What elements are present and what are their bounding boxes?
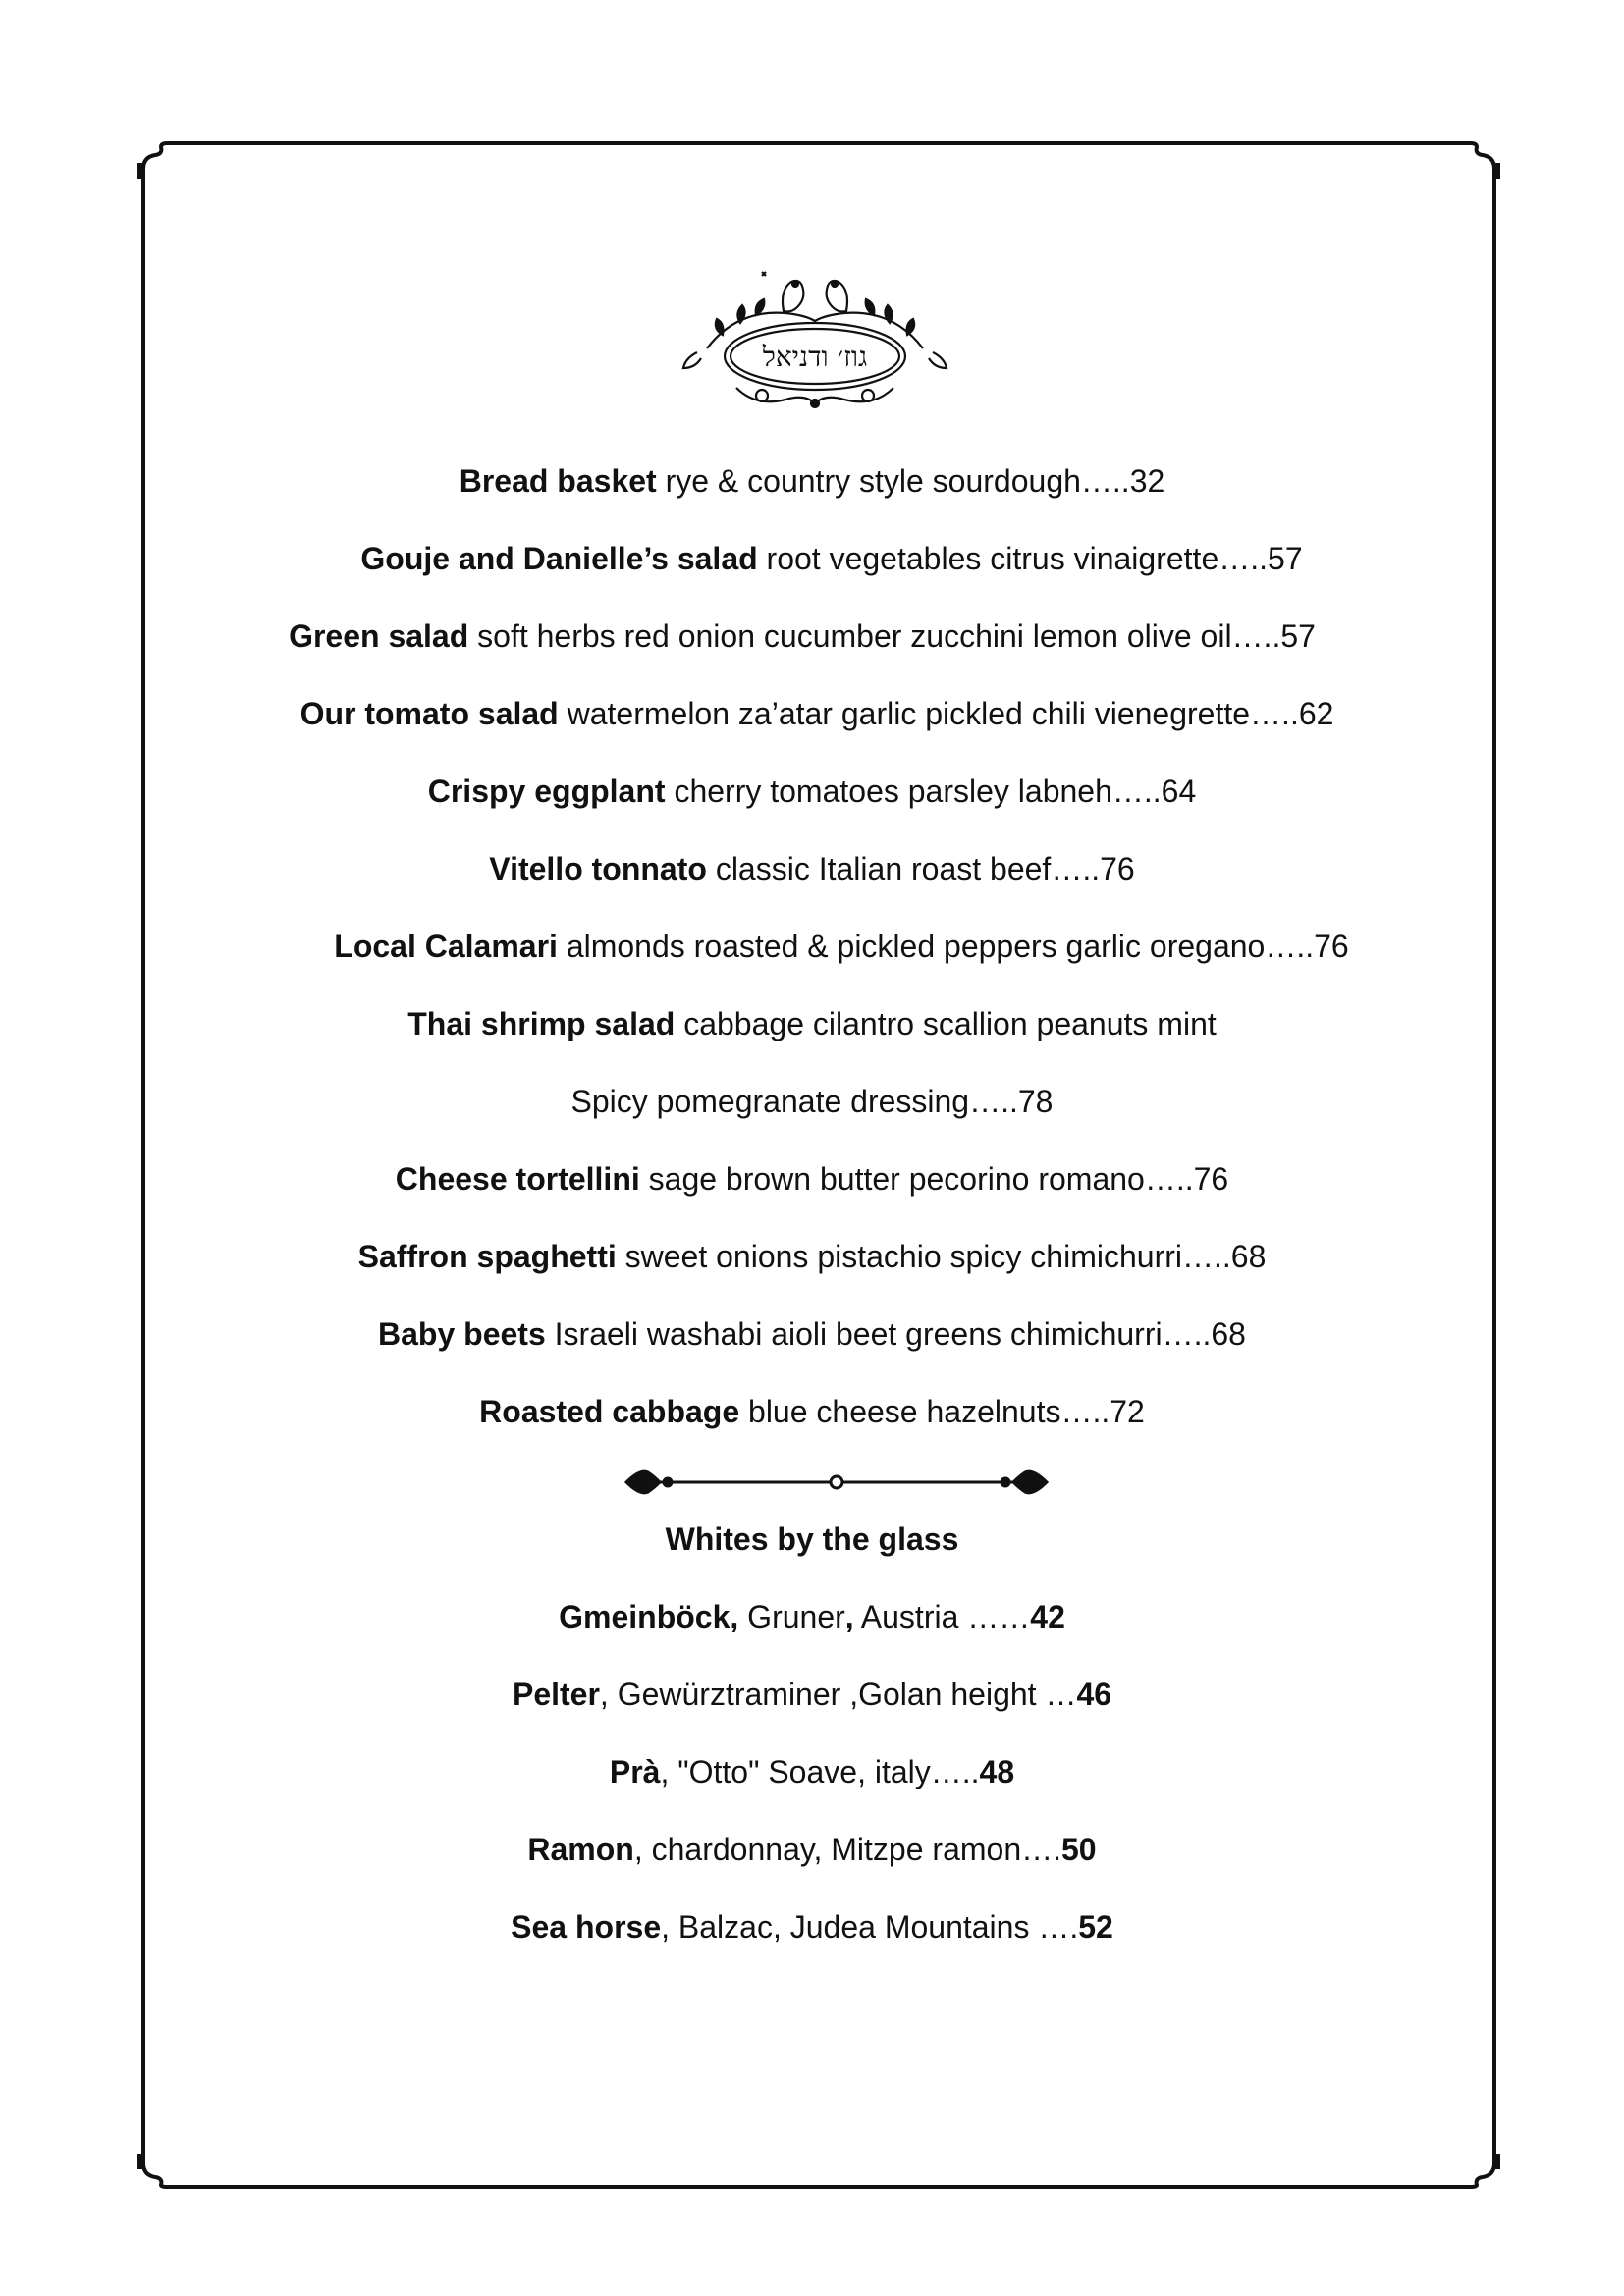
wine-item: Ramon, chardonnay, Mitzpe ramon….50 bbox=[527, 1832, 1097, 1867]
wine-item: Sea horse, Balzac, Judea Mountains ….52 bbox=[511, 1909, 1113, 1945]
menu-item-name: Cheese tortellini bbox=[395, 1161, 640, 1197]
menu-item-desc: Spicy pomegranate dressing…..78 bbox=[570, 1084, 1054, 1119]
restaurant-logo bbox=[668, 250, 962, 417]
menu-item-name: Our tomato salad bbox=[299, 696, 559, 731]
menu-item-name: Baby beets bbox=[378, 1316, 546, 1352]
menu-item-name: Thai shrimp salad bbox=[407, 1006, 676, 1041]
menu-item-desc: sweet onions pistachio spicy chimichurri…..68 bbox=[616, 1239, 1267, 1274]
wine-item: Pelter, Gewürztraminer ,Golan height …46 bbox=[512, 1677, 1112, 1712]
menu-item bbox=[5, 694, 1624, 733]
wine-price: 42 bbox=[1030, 1599, 1065, 1634]
wine-item: Prà, "Otto" Soave, italy…..48 bbox=[609, 1754, 1015, 1789]
ornamental-divider bbox=[621, 1463, 1053, 1502]
menu-item-name: Gouje and Danielle’s salad bbox=[360, 541, 758, 576]
wine-price: 52 bbox=[1078, 1909, 1113, 1945]
menu-item-desc: root vegetables citrus vinaigrette…..57 bbox=[757, 541, 1303, 576]
menu-item-continued bbox=[0, 1082, 1624, 1121]
menu-item bbox=[0, 1392, 1624, 1431]
menu-item-name: Saffron spaghetti bbox=[357, 1239, 617, 1274]
menu-item-desc: blue cheese hazelnuts…..72 bbox=[739, 1394, 1145, 1429]
menu-item-name: Crispy eggplant bbox=[427, 774, 666, 809]
menu-item-name: Local Calamari bbox=[334, 929, 558, 964]
menu-item-desc: almonds roasted & pickled peppers garlic oregano…..76 bbox=[557, 929, 1349, 964]
menu-item-name: Vitello tonnato bbox=[489, 851, 707, 886]
menu-item-desc: soft herbs red onion cucumber zucchini lemon olive oil…..57 bbox=[468, 618, 1316, 654]
menu-item bbox=[0, 1159, 1624, 1199]
wine-price: 48 bbox=[979, 1754, 1015, 1789]
menu-item bbox=[0, 616, 1614, 656]
menu-item-name: Bread basket bbox=[459, 463, 657, 499]
menu-item bbox=[0, 772, 1624, 811]
menu-item bbox=[0, 1314, 1624, 1354]
menu-item-desc: classic Italian roast beef…..76 bbox=[706, 851, 1135, 886]
wine-price: 50 bbox=[1061, 1832, 1097, 1867]
menu-item bbox=[0, 1004, 1624, 1043]
menu-item-desc: cherry tomatoes parsley labneh…..64 bbox=[665, 774, 1197, 809]
wine-price: 46 bbox=[1076, 1677, 1112, 1712]
menu-item bbox=[0, 461, 1624, 501]
menu-item-desc: cabbage cilantro scallion peanuts mint bbox=[675, 1006, 1217, 1041]
logo-text: גוז׳ ודניאל bbox=[762, 341, 868, 373]
menu-item-desc: watermelon za’atar garlic pickled chili vienegrette…..62 bbox=[558, 696, 1334, 731]
menu-item-desc: rye & country style sourdough…..32 bbox=[656, 463, 1165, 499]
wine-item: Gmeinböck, Gruner, Austria ……42 bbox=[559, 1599, 1065, 1634]
wine-heading: Whites by the glass bbox=[665, 1522, 959, 1557]
menu-item-name: Green salad bbox=[289, 618, 469, 654]
menu-item bbox=[0, 849, 1624, 888]
menu-item-desc: sage brown butter pecorino romano…..76 bbox=[639, 1161, 1229, 1197]
menu-item bbox=[29, 927, 1624, 966]
menu-item bbox=[0, 1237, 1624, 1276]
menu-item-name: Roasted cabbage bbox=[479, 1394, 740, 1429]
menu-item-desc: Israeli washabi aioli beet greens chimichurri…..68 bbox=[545, 1316, 1246, 1352]
menu-item bbox=[20, 539, 1624, 578]
